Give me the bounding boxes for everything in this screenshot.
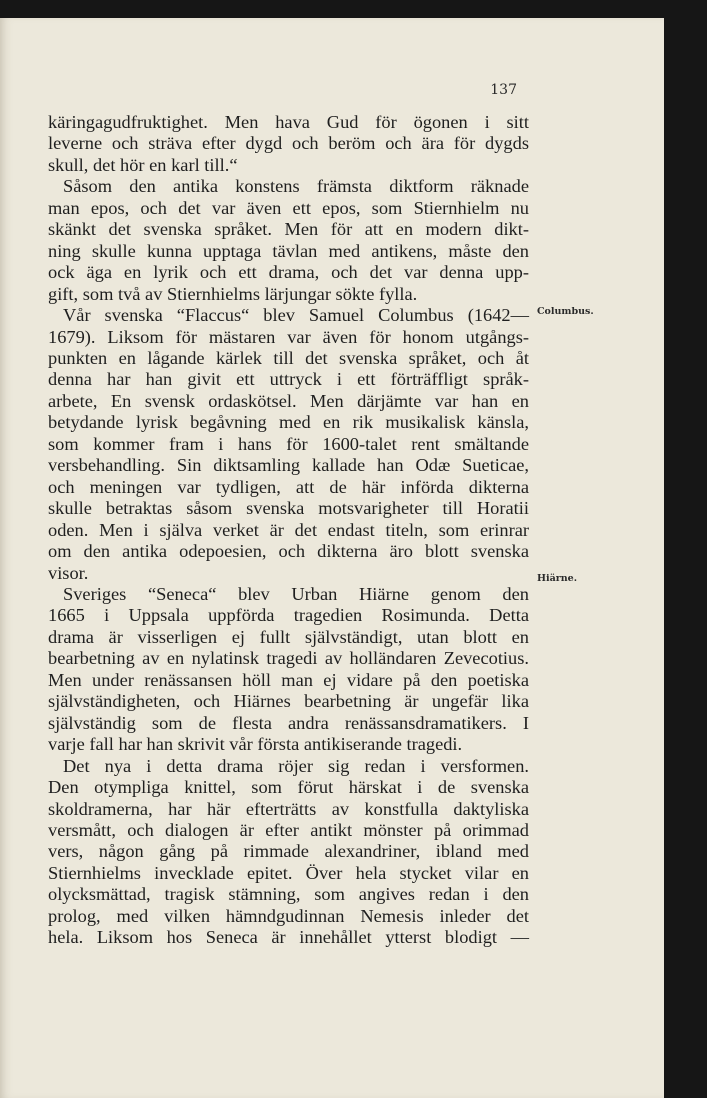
text-line: leverne och sträva efter dygd och beröm och ära för dygds xyxy=(48,133,529,154)
text-line: 1665 i Uppsala uppförda tragedien Rosimunda. Detta xyxy=(48,605,529,626)
text-line: ning skulle kunna upptaga tävlan med antikens, måste den xyxy=(48,240,529,261)
text-line: varje fall har han skrivit vår första antikiserande tragedi. xyxy=(48,734,463,755)
text-line: Den otympliga knittel, som förut härskat i de svenska xyxy=(48,777,529,798)
margin-note-hiarne: Hiärne. xyxy=(537,573,578,584)
text-line: versbehandling. Sin diktsamling kallade han Odæ Sueticae, xyxy=(48,455,529,476)
text-line: prolog, med vilken hämndgudinnan Nemesis inleder det xyxy=(48,905,529,926)
text-line: Vår svenska “Flaccus“ blev Samuel Columbus (1642— xyxy=(63,305,529,326)
text-line: om den antika odepoesien, och dikterna äro blott svenska xyxy=(48,541,529,562)
page-number: 137 xyxy=(490,82,517,98)
text-line: Men under renässansen höll man ej vidare på den poetiska xyxy=(48,669,529,690)
text-line: Såsom den antika konstens främsta diktform räknade xyxy=(63,176,529,197)
text-line: Stiernhielms invecklade epitet. Över hela stycket vilar en xyxy=(48,862,529,883)
text-line: bearbetning av en nylatinsk tragedi av holländaren Zevecotius. xyxy=(48,648,529,669)
text-line: drama är visserligen ej fullt självständigt, utan blott en xyxy=(48,626,529,647)
margin-note-columbus: Columbus. xyxy=(537,306,594,317)
text-line: denna har han givit ett uttryck i ett förträffligt språk- xyxy=(48,369,529,390)
text-line: oden. Men i själva verket är det endast titeln, som erinrar xyxy=(48,519,529,540)
text-line: man epos, och det var även ett epos, som Stiernhielm nu xyxy=(48,197,529,218)
text-line: versmått, och dialogen är efter antikt mönster på orimmad xyxy=(48,819,529,840)
text-line: olycksmättad, tragisk stämning, som angives redan i den xyxy=(48,884,529,905)
text-line: som kommer fram i hans för 1600-talet rent smältande xyxy=(48,433,529,454)
text-line: Det nya i detta drama röjer sig redan i versformen. xyxy=(63,755,529,776)
text-line: ock äga en lyrik och ett drama, och det var denna upp- xyxy=(48,262,529,283)
text-line: skulle betraktas såsom svenska motsvarigheter till Horatii xyxy=(48,498,529,519)
text-line: vers, någon gång på rimmade alexandriner, ibland med xyxy=(48,841,529,862)
text-line: arbete, En svensk ordaskötsel. Men därjämte var han en xyxy=(48,390,529,411)
text-line: och meningen var tydligen, att de här införda dikterna xyxy=(48,476,529,497)
text-line: hela. Liksom hos Seneca är innehållet ytterst blodigt — xyxy=(48,927,529,948)
text-line: Sveriges “Seneca“ blev Urban Hiärne genom den xyxy=(63,583,529,604)
text-line: punkten en lågande kärlek till det svenska språket, och åt xyxy=(48,347,529,368)
book-page xyxy=(0,18,664,1098)
text-line: skoldramerna, har här efterträtts av konstfulla daktyliska xyxy=(48,798,529,819)
text-line: gift, som två av Stiernhielms lärjungar sökte fylla. xyxy=(48,283,418,304)
text-line: skull, det hör en karl till.“ xyxy=(48,154,238,175)
text-line: visor. xyxy=(48,562,89,583)
text-line: 1679). Liksom för mästaren var även för honom utgångs- xyxy=(48,326,529,347)
text-line: skänkt det svenska språket. Men för att en modern dikt- xyxy=(48,219,529,240)
text-line: betydande lyrisk begåvning med en rik musikalisk känsla, xyxy=(48,412,529,433)
text-line: käringagudfruktighet. Men hava Gud för ögonen i sitt xyxy=(48,112,529,132)
body-text xyxy=(48,112,529,949)
text-line: självständigheten, och Hiärnes bearbetning är ungefär lika xyxy=(48,691,529,712)
text-line: självständig som de flesta andra renässansdramatikers. I xyxy=(48,712,529,733)
